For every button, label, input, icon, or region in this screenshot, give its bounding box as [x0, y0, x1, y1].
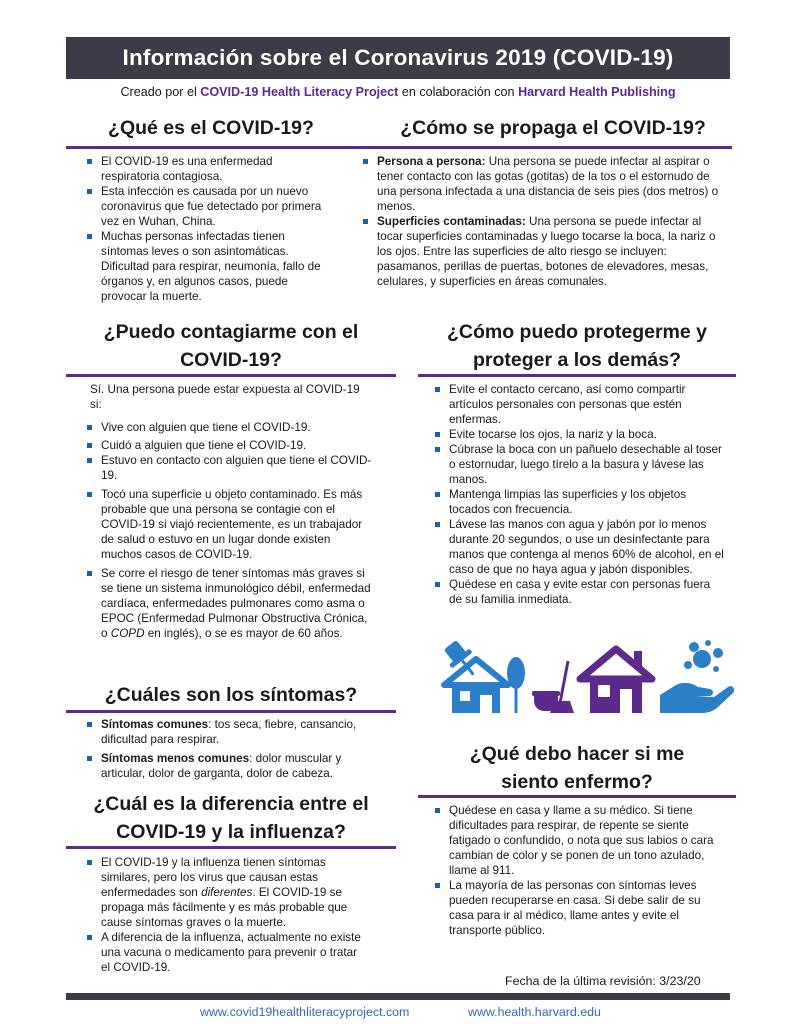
- heading-difference-line-1: ¿Cuál es la diferencia entre el: [93, 793, 369, 815]
- divider-what-is: [66, 146, 356, 149]
- heading-difference: [66, 790, 396, 846]
- list-spread: [360, 154, 722, 289]
- heading-difference-line-2: COVID-19 y la influenza?: [116, 821, 346, 843]
- footer-link-harvard[interactable]: www.health.harvard.edu: [468, 1005, 601, 1019]
- list-sick: [432, 803, 728, 938]
- heading-protect-line-1: ¿Cómo puedo protegerme y: [446, 321, 708, 343]
- heading-sick-line-1: ¿Qué debo hacer si me: [469, 743, 685, 765]
- house-icon: [576, 643, 656, 715]
- risk-text-italic: COPD: [110, 627, 145, 640]
- heading-infected: [66, 318, 396, 374]
- list-item: El COVID-19 es una enfermedad respiratoria contagiosa.: [84, 154, 324, 184]
- risk-text-before: Se corre el riesgo de tener síntomas más graves si se tiene un sistema inmunológico débil, enfermedad cardíaca, enfermedades pulmonares como asma o EPOC (Enfermedad Pulmonar Obstructiva Crónica, o: [101, 567, 371, 640]
- list-item: Tocó una superficie u objeto contaminado. Es más probable que una persona se contagie con el COVID-19 si viajó recientemente, es un trabajador de salud o estuvo en un lugar donde existen muchos casos de COVID-19.: [84, 487, 372, 562]
- heading-symptoms: ¿Cuáles son los síntomas?: [104, 684, 358, 706]
- page-title: Información sobre el Coronavirus 2019 (COVID-19): [66, 37, 730, 79]
- illustrations: [436, 637, 736, 717]
- spread-item-1-text: Una persona se puede infectar al aspirar o tener contacto con las gotas (gotitas) de la tos o el estornudo de una persona infectada a una distancia de seis pies (dos metros) o menos.: [377, 155, 719, 213]
- cleaning-supplies-icon: [530, 659, 580, 715]
- spread-item-2-bold: Superficies contaminadas:: [377, 215, 526, 228]
- heading-what-is: ¿Qué es el COVID-19?: [108, 117, 314, 139]
- heading-protect-line-2: proteger a los demás?: [472, 349, 682, 371]
- spread-item-1-bold: Persona a persona:: [377, 155, 486, 168]
- risk-text-after: en inglés), o se es mayor de 60 años.: [144, 627, 343, 640]
- list-item: A diferencia de la influenza, actualmente no existe una vacuna o medicamento para prevenir o tratar el COVID-19.: [84, 930, 362, 975]
- symptoms-common-text: : tos seca, fiebre, cansancio, dificultad para respirar.: [101, 718, 357, 746]
- list-item: [84, 855, 362, 930]
- heading-protect: [418, 318, 736, 374]
- difference-text-after: . El COVID-19 se propaga más fácilmente y es más probable que cause síntomas graves o la muerte.: [101, 886, 348, 929]
- list-item: Quédese en casa y llame a su médico. Si tiene dificultades para respirar, de repente se siente fatigado o confundido, o nota que sus labios o cara cambian de color y se ponen de un tono azulado, llame al 911.: [432, 803, 728, 878]
- list-protect: [432, 382, 724, 607]
- heading-sick: [418, 740, 736, 796]
- credit-org-2: Harvard Health Publishing: [518, 85, 676, 99]
- credit-prefix: Creado por el: [120, 85, 201, 99]
- list-item: [84, 566, 372, 641]
- difference-text-italic: diferentes: [201, 886, 253, 899]
- list-item: Evite tocarse los ojos, la nariz y la boca.: [432, 427, 724, 442]
- list-item: [360, 214, 722, 289]
- difference-text-before: El COVID-19 y la influenza tienen síntomas similares, pero los virus que causan estas enfermedades son: [101, 856, 326, 899]
- list-item: [360, 154, 722, 214]
- list-item: [84, 751, 370, 781]
- house-pin-icon: [436, 637, 526, 715]
- footer-bar: [66, 993, 730, 1000]
- symptoms-less-common-label: Síntomas menos comunes: [101, 752, 250, 765]
- symptoms-common-label: Síntomas comunes: [101, 718, 209, 731]
- credit-middle: en colaboración con: [398, 85, 519, 99]
- infected-intro: Sí. Una persona puede estar expuesta al COVID-19 si:: [90, 383, 360, 411]
- heading-infected-line-2: COVID-19?: [180, 349, 282, 371]
- list-item: Muchas personas infectadas tienen síntomas leves o son asintomáticas. Dificultad para respirar, neumonía, fallo de órganos y, en algunos casos, puede provocar la muerte.: [84, 229, 324, 304]
- divider-symptoms: [66, 710, 396, 713]
- divider-sick: [418, 795, 736, 798]
- list-item: Cúbrase la boca con un pañuelo desechable al toser o estornudar, luego tírelo a la basura y lávese las manos.: [432, 442, 724, 487]
- list-item: Lávese las manos con agua y jabón por lo menos durante 20 segundos, o use un desinfectante para manos que contenga al menos 60% de alcohol, en el caso de que no haya agua y jabón disponibles.: [432, 517, 724, 577]
- list-what-is: [84, 154, 324, 304]
- symptoms-less-common-text: : dolor muscular y articular, dolor de garganta, dolor de cabeza.: [101, 752, 342, 780]
- divider-infected: [66, 374, 396, 377]
- divider-difference: [66, 846, 396, 849]
- list-item: Estuvo en contacto con alguien que tiene el COVID-19.: [84, 453, 372, 483]
- heading-sick-line-2: siento enfermo?: [501, 771, 653, 793]
- list-item: La mayoría de las personas con síntomas leves pueden recuperarse en casa. Si debe salir de su casa para ir al médico, llame antes y evite el transporte público.: [432, 878, 728, 938]
- credit-org-1: COVID-19 Health Literacy Project: [200, 85, 399, 99]
- list-symptoms: [84, 717, 370, 781]
- heading-spread: ¿Cómo se propaga el COVID-19?: [400, 117, 706, 139]
- list-item: Esta infección es causada por un nuevo coronavirus que fue detectado por primera vez en Wuhan, China.: [84, 184, 324, 229]
- list-item: Quédese en casa y evite estar con personas fuera de su familia inmediata.: [432, 577, 724, 607]
- list-item: [84, 717, 370, 747]
- list-difference: [84, 855, 362, 975]
- list-item: Cuidó a alguien que tiene el COVID-19.: [84, 438, 372, 453]
- list-item: Evite el contacto cercano, así como compartir artículos personales con personas que estén enfermas.: [432, 382, 724, 427]
- credit-line: [66, 85, 730, 99]
- divider-spread: [346, 146, 732, 149]
- revision-date: Fecha de la última revisión: 3/23/20: [505, 974, 701, 988]
- list-item: Vive con alguien que tiene el COVID-19.: [84, 420, 372, 435]
- list-item: Mantenga limpias las superficies y los objetos tocados con frecuencia.: [432, 487, 724, 517]
- heading-infected-line-1: ¿Puedo contagiarme con el: [103, 321, 359, 343]
- footer-link-project[interactable]: www.covid19healthliteracyproject.com: [200, 1005, 410, 1019]
- list-infected: [84, 420, 372, 641]
- hand-washing-icon: [658, 637, 736, 715]
- spread-item-2-text: Una persona se puede infectar al tocar superficies contaminadas y luego tocarse la boca, la nariz o los ojos. Entre las superficies de alto riesgo se incluyen: pasamanos, perillas de puertas, botones de elevadores, mesas, celulares, y superficies en áreas comunales.: [377, 215, 716, 288]
- divider-protect: [418, 374, 736, 377]
